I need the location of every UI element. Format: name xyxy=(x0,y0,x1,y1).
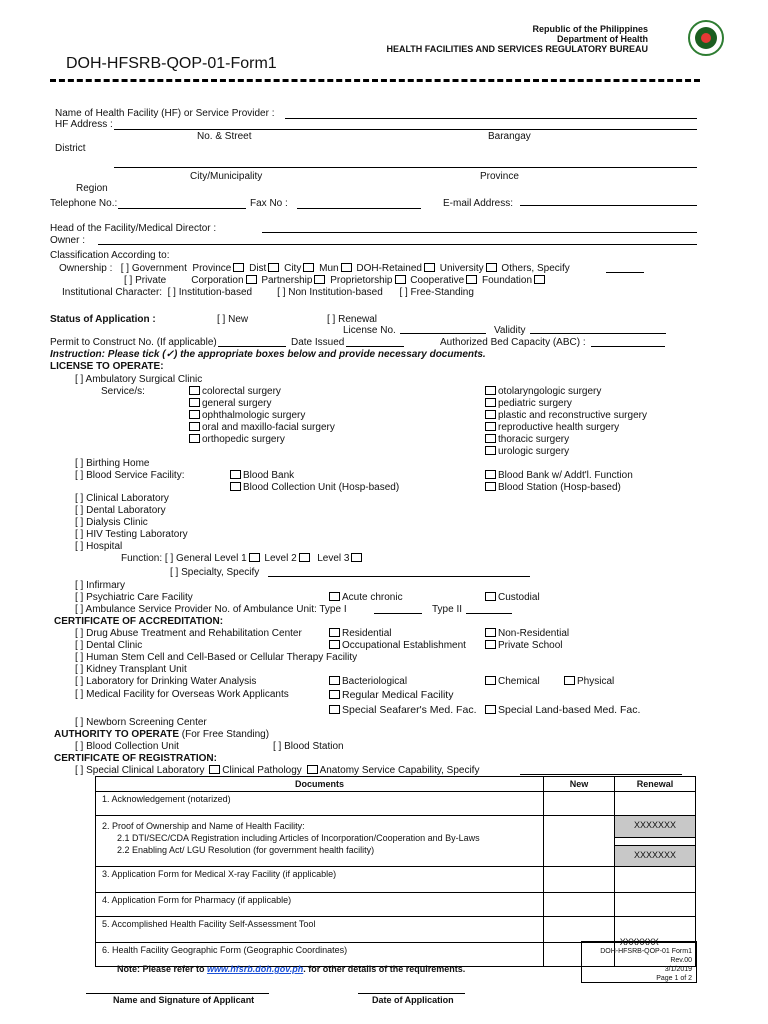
city-checkbox[interactable] xyxy=(303,263,314,272)
owner-label: Owner : xyxy=(50,235,86,246)
blood-bank-checkbox[interactable] xyxy=(230,470,241,479)
service-label: reproductive health surgery xyxy=(498,422,620,433)
doc-cell: 3. Application Form for Medical X-ray Facility (if applicable) xyxy=(96,867,544,893)
seafarer-label: Special Seafarer's Med. Fac. xyxy=(342,704,477,716)
institutional-row xyxy=(62,287,474,298)
hiv-option[interactable]: [ ] HIV Testing Laboratory xyxy=(75,529,188,540)
blood-bank-addtl-checkbox[interactable] xyxy=(485,470,496,479)
doc-cell xyxy=(96,816,544,867)
seafarer-checkbox[interactable] xyxy=(329,705,340,714)
service-item[interactable] xyxy=(187,398,271,409)
blood-station-checkbox[interactable] xyxy=(485,482,496,491)
abc-field[interactable] xyxy=(591,346,665,347)
box-rev: Rev.00 xyxy=(670,957,692,964)
doc-cell: 1. Acknowledgement (notarized) xyxy=(96,792,544,816)
col-new: New xyxy=(544,777,615,792)
ambulatory-option[interactable]: [ ] Ambulatory Surgical Clinic xyxy=(75,374,203,385)
non-residential-item[interactable] xyxy=(483,628,569,639)
bacteriological-checkbox[interactable] xyxy=(329,676,340,685)
doc-cell: 5. Accomplished Health Facility Self-Assessment Tool xyxy=(96,917,544,943)
service-item[interactable] xyxy=(187,422,335,433)
province-label: Province xyxy=(480,171,519,182)
acute-label: Acute chronic xyxy=(342,592,403,603)
clinical-lab-option[interactable]: [ ] Clinical Laboratory xyxy=(75,493,169,504)
foundation-checkbox[interactable] xyxy=(534,275,545,284)
box-form-code: DOH-HFSRB-QOP-01 Form1 xyxy=(600,948,692,955)
mun-label: Mun xyxy=(319,263,339,274)
shaded-cell: XXXXXXX xyxy=(615,846,695,866)
blood-bank-addtl-item[interactable] xyxy=(483,470,633,481)
service-item[interactable] xyxy=(483,398,572,409)
private-row xyxy=(124,275,547,286)
address-field[interactable] xyxy=(114,129,697,130)
table-row xyxy=(96,893,696,917)
ato-heading-text: AUTHORITY TO OPERATE xyxy=(54,729,180,740)
header-divider xyxy=(50,79,700,82)
anatomy-checkbox[interactable] xyxy=(307,765,318,774)
ato-sub-text: (For Free Standing) xyxy=(179,729,270,740)
clinical-pathology-label: Clinical Pathology xyxy=(222,765,302,776)
custodial-label: Custodial xyxy=(498,592,540,603)
service-item[interactable] xyxy=(483,410,647,421)
function-general-option[interactable]: Function: [ ] General Level 1 xyxy=(121,553,247,564)
note-post: . for other details of the requirements. xyxy=(303,964,466,974)
blood-service-option[interactable]: [ ] Blood Service Facility: xyxy=(75,470,185,481)
service-item[interactable] xyxy=(483,446,569,457)
signature-label: Name and Signature of Applicant xyxy=(113,995,255,1005)
newborn-option[interactable]: [ ] Newborn Screening Center xyxy=(75,717,207,728)
table-row xyxy=(96,816,696,867)
dental-lab-option[interactable]: [ ] Dental Laboratory xyxy=(75,505,166,516)
shaded-cell: XXXXXXX xyxy=(615,816,695,838)
new-cell[interactable] xyxy=(544,792,615,816)
service-checkbox[interactable] xyxy=(485,386,496,395)
specialty-option[interactable]: [ ] Specialty, Specify xyxy=(170,567,260,578)
table-row xyxy=(96,792,696,816)
service-item[interactable] xyxy=(483,422,619,433)
proprietorship-checkbox[interactable] xyxy=(395,275,406,284)
service-checkbox[interactable] xyxy=(189,422,200,431)
barangay-label: Barangay xyxy=(488,131,531,142)
acute-checkbox[interactable] xyxy=(329,592,340,601)
validity-label: Validity xyxy=(494,325,526,336)
type1-field[interactable] xyxy=(374,613,422,614)
service-checkbox[interactable] xyxy=(189,410,200,419)
service-item[interactable] xyxy=(187,386,281,397)
form-code: DOH-HFSRB-QOP-01-Form1 xyxy=(66,55,277,72)
foundation-label: Foundation xyxy=(481,275,533,286)
service-item[interactable] xyxy=(483,386,601,397)
clinical-pathology-checkbox[interactable] xyxy=(209,765,220,774)
col-documents: Documents xyxy=(96,777,544,792)
specialty-field[interactable] xyxy=(268,576,530,577)
address-label: HF Address : xyxy=(55,119,113,130)
telephone-label: Telephone No.: xyxy=(50,198,118,209)
type2-label: Type II xyxy=(432,604,463,615)
doc-text: 2.2 Enabling Act/ LGU Resolution (for government health facility) xyxy=(117,845,375,855)
box-date: 3/1/2019 xyxy=(664,966,692,973)
free-standing-option[interactable]: [ ] Free-Standing xyxy=(399,287,474,298)
date-field[interactable] xyxy=(358,993,465,994)
ambulance-option[interactable]: [ ] Ambulance Service Provider No. of Ambulance Unit: Type I xyxy=(75,604,347,615)
custodial-item[interactable] xyxy=(483,592,540,603)
non-institution-based-option[interactable]: [ ] Non Institution-based xyxy=(277,287,383,298)
university-label: University xyxy=(439,263,484,274)
physical-checkbox[interactable] xyxy=(564,676,575,685)
service-checkbox[interactable] xyxy=(189,434,200,443)
service-label: plastic and reconstructive surgery xyxy=(498,410,647,421)
fax-field[interactable] xyxy=(297,208,421,209)
header-line-3: HEALTH FACILITIES AND SERVICES REGULATORY BUREAU xyxy=(386,44,648,54)
corporation-label: Corporation xyxy=(191,275,244,286)
district-field[interactable] xyxy=(114,167,697,168)
service-checkbox[interactable] xyxy=(485,422,496,431)
government-option[interactable]: [ ] Government xyxy=(120,263,187,274)
ofw-option[interactable]: [ ] Medical Facility for Overseas Work Applicants xyxy=(75,689,289,700)
ptc-field[interactable] xyxy=(218,346,286,347)
private-school-item[interactable] xyxy=(483,640,562,651)
service-item[interactable] xyxy=(187,410,305,421)
service-label: general surgery xyxy=(202,398,272,409)
drug-option[interactable]: [ ] Drug Abuse Treatment and Rehabilitation Center xyxy=(75,628,302,639)
cooperative-checkbox[interactable] xyxy=(466,275,477,284)
hfsrb-link[interactable]: www.hfsrb.doh.gov.ph xyxy=(207,964,304,974)
bacteriological-label: Bacteriological xyxy=(342,676,408,687)
bcu-option[interactable]: [ ] Blood Collection Unit xyxy=(75,741,179,752)
signature-field[interactable] xyxy=(86,993,269,994)
note-text xyxy=(117,964,465,974)
acute-item[interactable] xyxy=(327,592,403,603)
service-checkbox[interactable] xyxy=(485,410,496,419)
dental-clinic-option[interactable]: [ ] Dental Clinic xyxy=(75,640,143,651)
regular-item[interactable] xyxy=(327,689,453,701)
status-renewal-option[interactable]: [ ] Renewal xyxy=(327,314,378,325)
ownership-label: Ownership : xyxy=(59,263,113,274)
city-label: City/Municipality xyxy=(190,171,263,182)
private-school-label: Private School xyxy=(498,640,563,651)
landbased-item[interactable] xyxy=(483,704,640,716)
doc-text: 2. Proof of Ownership and Name of Health Facility: xyxy=(102,821,305,831)
regular-checkbox[interactable] xyxy=(329,690,340,699)
service-item[interactable] xyxy=(187,434,285,445)
doc-cell: 6. Health Facility Geographic Form (Geographic Coordinates) xyxy=(96,943,544,967)
university-checkbox[interactable] xyxy=(486,263,497,272)
occupational-checkbox[interactable] xyxy=(329,640,340,649)
coa-heading: CERTIFICATE OF ACCREDITATION: xyxy=(54,616,224,627)
regular-label: Regular Medical Facility xyxy=(342,689,454,701)
note-pre: Note: Please refer to xyxy=(117,964,208,974)
date-issued-field[interactable] xyxy=(346,346,404,347)
service-checkbox[interactable] xyxy=(485,446,496,455)
new-cell[interactable] xyxy=(544,867,615,893)
partnership-checkbox[interactable] xyxy=(314,275,325,284)
others-field[interactable] xyxy=(606,272,644,273)
dist-checkbox[interactable] xyxy=(268,263,279,272)
seafarer-item[interactable] xyxy=(327,704,476,716)
service-label: ophthalmologic surgery xyxy=(202,410,306,421)
date-label: Date of Application xyxy=(372,995,454,1005)
license-no-field[interactable] xyxy=(400,333,486,334)
status-label: Status of Application : xyxy=(50,314,156,325)
province-checkbox[interactable] xyxy=(233,263,244,272)
renewal-cell xyxy=(615,816,696,867)
box-shaded: XXXXXXX xyxy=(619,937,659,947)
service-checkbox[interactable] xyxy=(189,386,200,395)
landbased-checkbox[interactable] xyxy=(485,705,496,714)
service-label: pediatric surgery xyxy=(498,398,572,409)
bacteriological-item[interactable] xyxy=(327,676,407,687)
service-capability-field[interactable] xyxy=(520,774,682,775)
service-label: colorectal surgery xyxy=(202,386,281,397)
blood-bank-item[interactable] xyxy=(228,470,294,481)
residential-item[interactable] xyxy=(327,628,391,639)
name-label: Name of Health Facility (HF) or Service Provider : xyxy=(55,108,275,119)
status-new-option[interactable]: [ ] New xyxy=(217,314,249,325)
chemical-checkbox[interactable] xyxy=(485,676,496,685)
service-checkbox[interactable] xyxy=(485,434,496,443)
service-label: oral and maxillo-facial surgery xyxy=(202,422,335,433)
cooperative-label: Cooperative xyxy=(410,275,465,286)
dialysis-option[interactable]: [ ] Dialysis Clinic xyxy=(75,517,148,528)
new-cell[interactable] xyxy=(544,893,615,917)
chemical-label: Chemical xyxy=(498,676,540,687)
infirmary-option[interactable]: [ ] Infirmary xyxy=(75,580,126,591)
corporation-checkbox[interactable] xyxy=(246,275,257,284)
district-label: District xyxy=(55,143,86,154)
residential-label: Residential xyxy=(342,628,392,639)
email-field[interactable] xyxy=(520,205,697,206)
physical-label: Physical xyxy=(577,676,615,687)
scl-option[interactable]: [ ] Special Clinical Laboratory xyxy=(75,765,205,776)
level1-checkbox[interactable] xyxy=(249,553,260,562)
form-revision-box xyxy=(581,937,697,983)
hospital-option[interactable]: [ ] Hospital xyxy=(75,541,123,552)
region-label: Region xyxy=(76,183,108,194)
water-option[interactable]: [ ] Laboratory for Drinking Water Analysis xyxy=(75,676,257,687)
ato-heading xyxy=(54,729,269,740)
blood-station-label: Blood Station (Hosp-based) xyxy=(498,482,621,493)
birthing-option[interactable]: [ ] Birthing Home xyxy=(75,458,150,469)
street-label: No. & Street xyxy=(197,131,252,142)
renewal-cell[interactable] xyxy=(615,867,696,893)
institutional-label: Institutional Character: xyxy=(62,287,163,298)
physical-item[interactable] xyxy=(562,676,614,687)
doc-text: 2.1 DTI/SEC/CDA Registration including Articles of Incorporation/Cooperation and By-Laws xyxy=(117,833,480,843)
blood-bank-label: Blood Bank xyxy=(243,470,295,481)
blood-collection-label: Blood Collection Unit (Hosp-based) xyxy=(243,482,400,493)
function-row xyxy=(121,553,364,564)
abc-label: Authorized Bed Capacity (ABC) : xyxy=(440,337,586,348)
type2-field[interactable] xyxy=(466,613,512,614)
service-label: thoracic surgery xyxy=(498,434,570,445)
doc-cell: 4. Application Form for Pharmacy (if applicable) xyxy=(96,893,544,917)
anatomy-label: Anatomy Service Capability, Specify xyxy=(319,765,480,776)
province-label: Province xyxy=(192,263,232,274)
non-residential-label: Non-Residential xyxy=(498,628,570,639)
table-row xyxy=(96,867,696,893)
non-residential-checkbox[interactable] xyxy=(485,628,496,637)
level2-checkbox[interactable] xyxy=(299,553,310,562)
occupational-label: Occupational Establishment xyxy=(342,640,466,651)
institution-based-option[interactable]: [ ] Institution-based xyxy=(167,287,253,298)
stem-cell-option[interactable]: [ ] Human Stem Cell and Cell-Based or Cellular Therapy Facility xyxy=(75,652,358,663)
residential-checkbox[interactable] xyxy=(329,628,340,637)
doh-seal-icon xyxy=(688,20,724,56)
level3-checkbox[interactable] xyxy=(351,553,362,562)
owner-field[interactable] xyxy=(98,244,697,245)
doh-label: DOH-Retained xyxy=(356,263,422,274)
partnership-label: Partnership xyxy=(261,275,313,286)
box-page: Page 1 of 2 xyxy=(656,975,692,982)
others-label: Others, Specify xyxy=(501,263,570,274)
psychiatric-option[interactable]: [ ] Psychiatric Care Facility xyxy=(75,592,193,603)
bs-option[interactable]: [ ] Blood Station xyxy=(273,741,344,752)
head-label: Head of the Facility/Medical Director : xyxy=(50,223,217,234)
col-renewal: Renewal xyxy=(615,777,696,792)
proprietorship-label: Proprietorship xyxy=(330,275,393,286)
private-option[interactable]: [ ] Private xyxy=(124,275,167,286)
name-field[interactable] xyxy=(285,118,697,119)
blood-station-item[interactable] xyxy=(483,482,621,493)
cor-heading: CERTIFICATE OF REGISTRATION: xyxy=(54,753,217,764)
header-line-1: Republic of the Philippines xyxy=(532,24,648,34)
kidney-option[interactable]: [ ] Kidney Transplant Unit xyxy=(75,664,187,675)
ptc-label: Permit to Construct No. (If applicable) xyxy=(50,337,217,348)
license-no-label: License No. xyxy=(343,325,396,336)
custodial-checkbox[interactable] xyxy=(485,592,496,601)
occupational-item[interactable] xyxy=(327,640,466,651)
head-field[interactable] xyxy=(262,232,697,233)
service-label: orthopedic surgery xyxy=(202,434,285,445)
service-item[interactable] xyxy=(483,434,569,445)
cor-row xyxy=(75,765,479,776)
renewal-cell[interactable] xyxy=(615,792,696,816)
header-line-2: Department of Health xyxy=(556,34,648,44)
fax-label: Fax No : xyxy=(250,198,288,209)
dist-label: Dist xyxy=(249,263,267,274)
service-label: otolaryngologic surgery xyxy=(498,386,602,397)
private-school-checkbox[interactable] xyxy=(485,640,496,649)
chemical-item[interactable] xyxy=(483,676,540,687)
blood-bank-addtl-label: Blood Bank w/ Addt'l. Function xyxy=(498,470,633,481)
service-checkbox[interactable] xyxy=(485,398,496,407)
service-checkbox[interactable] xyxy=(189,398,200,407)
new-cell[interactable] xyxy=(544,816,615,867)
validity-field[interactable] xyxy=(530,333,666,334)
level2-label: Level 2 xyxy=(264,553,297,564)
services-label: Service/s: xyxy=(101,386,145,397)
ownership-row xyxy=(59,263,570,274)
renewal-cell[interactable] xyxy=(615,893,696,917)
lto-heading: LICENSE TO OPERATE: xyxy=(50,361,164,372)
city-option-label: City xyxy=(284,263,302,274)
doh-checkbox[interactable] xyxy=(424,263,435,272)
service-label: urologic surgery xyxy=(498,446,570,457)
telephone-field[interactable] xyxy=(118,208,246,209)
blood-collection-item[interactable] xyxy=(228,482,399,493)
blood-collection-checkbox[interactable] xyxy=(230,482,241,491)
landbased-label: Special Land-based Med. Fac. xyxy=(498,704,641,716)
mun-checkbox[interactable] xyxy=(341,263,352,272)
date-issued-label: Date Issued xyxy=(291,337,345,348)
email-label: E-mail Address: xyxy=(443,198,514,209)
instruction-text: Instruction: Please tick (✓) the appropriate boxes below and provide necessary documents. xyxy=(50,349,486,360)
classification-label: Classification According to: xyxy=(50,250,170,261)
level3-label: Level 3 xyxy=(317,553,350,564)
